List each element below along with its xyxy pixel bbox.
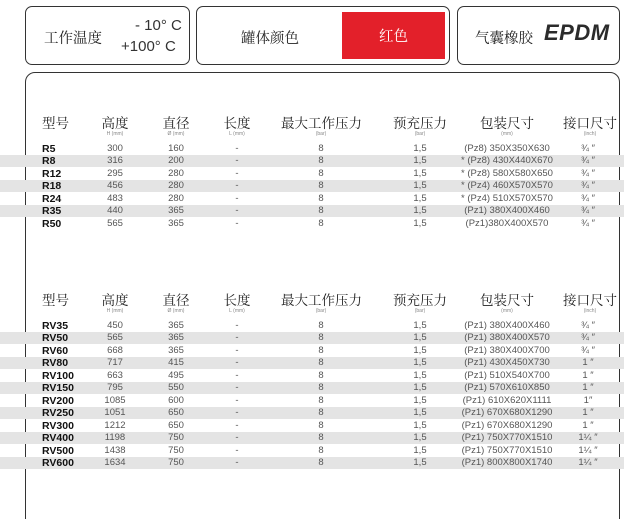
table-row [0, 382, 624, 395]
temperature-max: +100° C [121, 38, 176, 55]
cell-height: 1438 [104, 444, 126, 456]
temperature-label: 工作温度 [44, 31, 102, 47]
cell-length: - [235, 217, 239, 229]
cell-model: RV50 [42, 332, 69, 344]
cell-length: - [235, 332, 239, 343]
cell-max-pressure: 8 [318, 155, 324, 166]
cell-connection: ¾ ″ [581, 332, 595, 343]
header-unit-package-size: (mm) [501, 131, 513, 137]
cell-precharge: 1,5 [413, 217, 427, 229]
table-header [0, 289, 624, 319]
header-unit-connection: (inch) [583, 308, 597, 314]
cell-model: R12 [42, 167, 62, 180]
cell-height: 483 [107, 192, 123, 204]
tank-color-swatch: 红色 [342, 12, 445, 59]
cell-model: RV500 [42, 444, 74, 457]
cell-precharge: 1,5 [413, 319, 427, 331]
cell-package-size: (Pz1) 510X540X700 [464, 369, 550, 381]
cell-precharge: 1,5 [413, 419, 427, 431]
table-row [0, 192, 624, 205]
cell-connection: 1 ″ [582, 382, 594, 393]
cell-max-pressure: 8 [318, 419, 324, 431]
cell-max-pressure: 8 [318, 457, 324, 468]
cell-diameter: 200 [168, 155, 184, 166]
cell-package-size: (Pz1) 380X400X700 [464, 344, 550, 356]
cell-connection: ¾ ″ [581, 155, 595, 166]
header-precharge: 预充压力 [393, 293, 447, 309]
cell-height: 316 [107, 155, 123, 166]
cell-max-pressure: 8 [318, 167, 324, 179]
cell-max-pressure: 8 [318, 369, 324, 381]
cell-package-size: (Pz8) 350X350X630 [464, 142, 550, 154]
cell-max-pressure: 8 [318, 357, 324, 368]
cell-max-pressure: 8 [318, 180, 324, 191]
cell-model: R18 [42, 180, 62, 192]
cell-precharge: 1,5 [413, 369, 427, 381]
cell-diameter: 650 [168, 419, 184, 431]
cell-max-pressure: 8 [318, 205, 324, 216]
cell-connection: ¾ ″ [581, 319, 595, 331]
cell-height: 300 [107, 142, 123, 154]
cell-connection: ¾ ″ [581, 180, 595, 191]
cell-connection: ¾ ″ [581, 217, 595, 229]
cell-max-pressure: 8 [318, 217, 324, 229]
cell-diameter: 160 [168, 142, 184, 154]
header-height: 高度 [101, 116, 129, 132]
cell-precharge: 1,5 [413, 332, 427, 343]
table-row [0, 344, 624, 357]
spec-table-rv-series [0, 289, 624, 469]
cell-length: - [235, 344, 239, 356]
table-row [0, 407, 624, 420]
header-unit-length: L (mm) [229, 308, 245, 314]
cell-model: R35 [42, 205, 62, 217]
cell-height: 717 [107, 357, 123, 368]
cell-height: 1634 [104, 457, 126, 468]
cell-model: RV400 [42, 432, 74, 444]
cell-precharge: 1,5 [413, 444, 427, 456]
cell-max-pressure: 8 [318, 344, 324, 356]
cell-max-pressure: 8 [318, 382, 324, 393]
cell-model: RV250 [42, 407, 74, 419]
cell-model: RV600 [42, 457, 74, 469]
cell-height: 668 [107, 344, 123, 356]
temperature-min: - 10° C [135, 17, 182, 34]
header-diameter: 直径 [162, 293, 190, 309]
header-unit-length: L (mm) [229, 131, 245, 137]
cell-connection: ¾ ″ [581, 205, 595, 216]
table-row [0, 217, 624, 230]
cell-diameter: 750 [168, 432, 184, 443]
cell-model: R24 [42, 192, 62, 205]
cell-package-size: (Pz1) 380X400X460 [464, 205, 550, 216]
table-row [0, 444, 624, 457]
cell-length: - [235, 142, 239, 154]
table-row [0, 167, 624, 180]
cell-precharge: 1,5 [413, 382, 427, 393]
cell-height: 456 [107, 180, 123, 191]
table-row [0, 155, 624, 168]
table-row [0, 205, 624, 218]
cell-package-size: (Pz1) 750X770X1510 [461, 444, 553, 456]
cell-height: 1198 [104, 432, 126, 443]
cell-length: - [235, 155, 239, 166]
temperature-range [121, 15, 182, 57]
cell-length: - [235, 180, 239, 191]
cell-diameter: 280 [168, 167, 184, 179]
cell-length: - [235, 457, 239, 468]
header-height: 高度 [101, 293, 129, 309]
cell-package-size: * (Pz8) 580X580X650 [461, 167, 553, 179]
header-unit-height: H (mm) [106, 308, 124, 314]
header-connection: 接口尺寸 [563, 293, 617, 309]
cell-length: - [235, 444, 239, 456]
cell-diameter: 365 [168, 319, 184, 331]
cell-model: R5 [42, 142, 56, 155]
cell-max-pressure: 8 [318, 332, 324, 343]
header-unit-package-size: (mm) [501, 308, 513, 314]
header-unit-precharge: (bar) [414, 131, 426, 137]
table-row [0, 180, 624, 193]
cell-length: - [235, 432, 239, 443]
cell-length: - [235, 394, 239, 406]
table-header [0, 112, 624, 142]
spec-table-r-series [0, 112, 624, 230]
table-row [0, 319, 624, 332]
cell-model: RV35 [42, 319, 69, 332]
header-unit-max-pressure: (bar) [315, 131, 327, 137]
cell-model: RV150 [42, 382, 74, 394]
table-row [0, 357, 624, 370]
table-row [0, 432, 624, 445]
header-model: 型号 [42, 116, 69, 132]
cell-length: - [235, 407, 239, 418]
cell-package-size: (Pz1) 380X400X460 [464, 319, 550, 331]
cell-package-size: (Pz1)380X400X570 [465, 217, 549, 229]
cell-length: - [235, 419, 239, 431]
cell-precharge: 1,5 [413, 394, 427, 406]
cell-package-size: (Pz1) 610X620X1111 [462, 394, 552, 406]
cell-diameter: 600 [168, 394, 184, 406]
header-model: 型号 [42, 293, 69, 309]
cell-model: RV200 [42, 394, 74, 407]
cell-max-pressure: 8 [318, 432, 324, 443]
cell-package-size: * (Pz8) 430X440X670 [461, 155, 553, 166]
cell-length: - [235, 382, 239, 393]
cell-max-pressure: 8 [318, 407, 324, 418]
cell-connection: 1¼ ″ [578, 457, 598, 468]
header-length: 长度 [223, 293, 251, 309]
cell-connection: 1 ″ [582, 357, 594, 368]
table-body [0, 319, 624, 469]
header-unit-connection: (inch) [583, 131, 597, 137]
cell-diameter: 550 [168, 382, 184, 393]
cell-height: 1212 [104, 419, 126, 431]
header-max-pressure: 最大工作压力 [281, 116, 362, 132]
header-unit-precharge: (bar) [414, 308, 426, 314]
cell-height: 440 [107, 205, 123, 216]
cell-max-pressure: 8 [318, 319, 324, 331]
cell-length: - [235, 369, 239, 381]
cell-precharge: 1,5 [413, 432, 427, 443]
cell-package-size: (Pz1) 750X770X1510 [461, 432, 553, 443]
header-max-pressure: 最大工作压力 [281, 293, 362, 309]
cell-diameter: 365 [168, 344, 184, 356]
header-unit-max-pressure: (bar) [315, 308, 327, 314]
cell-model: R50 [42, 217, 62, 230]
cell-diameter: 495 [168, 369, 184, 381]
header-package-size: 包装尺寸 [480, 293, 534, 309]
cell-height: 565 [107, 332, 123, 343]
cell-diameter: 750 [168, 444, 184, 456]
header-length: 长度 [223, 116, 251, 132]
cell-connection: 1 ″ [582, 419, 594, 431]
header-precharge: 预充压力 [393, 116, 447, 132]
cell-precharge: 1,5 [413, 180, 427, 191]
cell-precharge: 1,5 [413, 192, 427, 204]
cell-diameter: 280 [168, 192, 184, 204]
cell-connection: ¾ ″ [581, 192, 595, 204]
cell-max-pressure: 8 [318, 142, 324, 154]
cell-length: - [235, 167, 239, 179]
cell-connection: 1 ″ [582, 407, 594, 418]
cell-precharge: 1,5 [413, 142, 427, 154]
cell-height: 795 [107, 382, 123, 393]
cell-max-pressure: 8 [318, 394, 324, 406]
membrane-label: 气囊橡胶 [475, 31, 533, 47]
cell-package-size: * (Pz4) 460X570X570 [461, 180, 553, 191]
cell-package-size: (Pz1) 670X680X1290 [461, 407, 553, 418]
header-connection: 接口尺寸 [563, 116, 617, 132]
cell-precharge: 1,5 [413, 357, 427, 368]
cell-model: R8 [42, 155, 56, 167]
tank-color-label: 罐体颜色 [241, 31, 299, 47]
cell-precharge: 1,5 [413, 205, 427, 216]
cell-connection: ¾ ″ [581, 167, 595, 179]
table-row [0, 457, 624, 470]
cell-package-size: (Pz1) 430X450X730 [464, 357, 550, 368]
cell-max-pressure: 8 [318, 192, 324, 204]
cell-package-size: (Pz1) 570X610X850 [464, 382, 550, 393]
header-package-size: 包装尺寸 [480, 116, 534, 132]
cell-connection: 1¼ ″ [578, 444, 598, 456]
cell-height: 663 [107, 369, 123, 381]
cell-diameter: 750 [168, 457, 184, 468]
cell-precharge: 1,5 [413, 344, 427, 356]
cell-connection: 1¼ ″ [578, 432, 598, 443]
cell-package-size: (Pz1) 800X800X1740 [461, 457, 553, 468]
cell-precharge: 1,5 [413, 155, 427, 166]
cell-height: 1051 [104, 407, 126, 418]
cell-connection: 1″ [583, 394, 593, 406]
cell-length: - [235, 205, 239, 216]
cell-precharge: 1,5 [413, 167, 427, 179]
membrane-material: EPDM [544, 20, 610, 45]
cell-precharge: 1,5 [413, 457, 427, 468]
cell-length: - [235, 357, 239, 368]
cell-model: RV60 [42, 344, 69, 357]
cell-height: 450 [107, 319, 123, 331]
cell-max-pressure: 8 [318, 444, 324, 456]
cell-diameter: 650 [168, 407, 184, 418]
cell-connection: 1 ″ [582, 369, 594, 381]
cell-length: - [235, 319, 239, 331]
header-unit-diameter: Ø (mm) [167, 131, 185, 137]
table-row [0, 419, 624, 432]
table-row [0, 142, 624, 155]
cell-length: - [235, 192, 239, 204]
cell-diameter: 365 [168, 217, 184, 229]
cell-precharge: 1,5 [413, 407, 427, 418]
table-body [0, 142, 624, 230]
cell-height: 565 [107, 217, 123, 229]
cell-diameter: 415 [168, 357, 184, 368]
cell-model: RV80 [42, 357, 69, 369]
cell-model: RV300 [42, 419, 74, 432]
cell-height: 1085 [104, 394, 126, 406]
cell-height: 295 [107, 167, 123, 179]
header-unit-height: H (mm) [106, 131, 124, 137]
cell-package-size: (Pz1) 670X680X1290 [461, 419, 553, 431]
cell-diameter: 280 [168, 180, 184, 191]
table-row [0, 369, 624, 382]
temperature-box [25, 6, 190, 65]
cell-diameter: 365 [168, 332, 184, 343]
tank-color-box [196, 6, 450, 65]
cell-connection: ¾ ″ [581, 142, 595, 154]
cell-package-size: (Pz1) 380X400X570 [464, 332, 550, 343]
membrane-box [457, 6, 620, 65]
cell-model: RV100 [42, 369, 74, 382]
header-unit-diameter: Ø (mm) [167, 308, 185, 314]
table-row [0, 332, 624, 345]
header-diameter: 直径 [162, 116, 190, 132]
cell-connection: ¾ ″ [581, 344, 595, 356]
cell-diameter: 365 [168, 205, 184, 216]
cell-package-size: * (Pz4) 510X570X570 [461, 192, 553, 204]
table-row [0, 394, 624, 407]
